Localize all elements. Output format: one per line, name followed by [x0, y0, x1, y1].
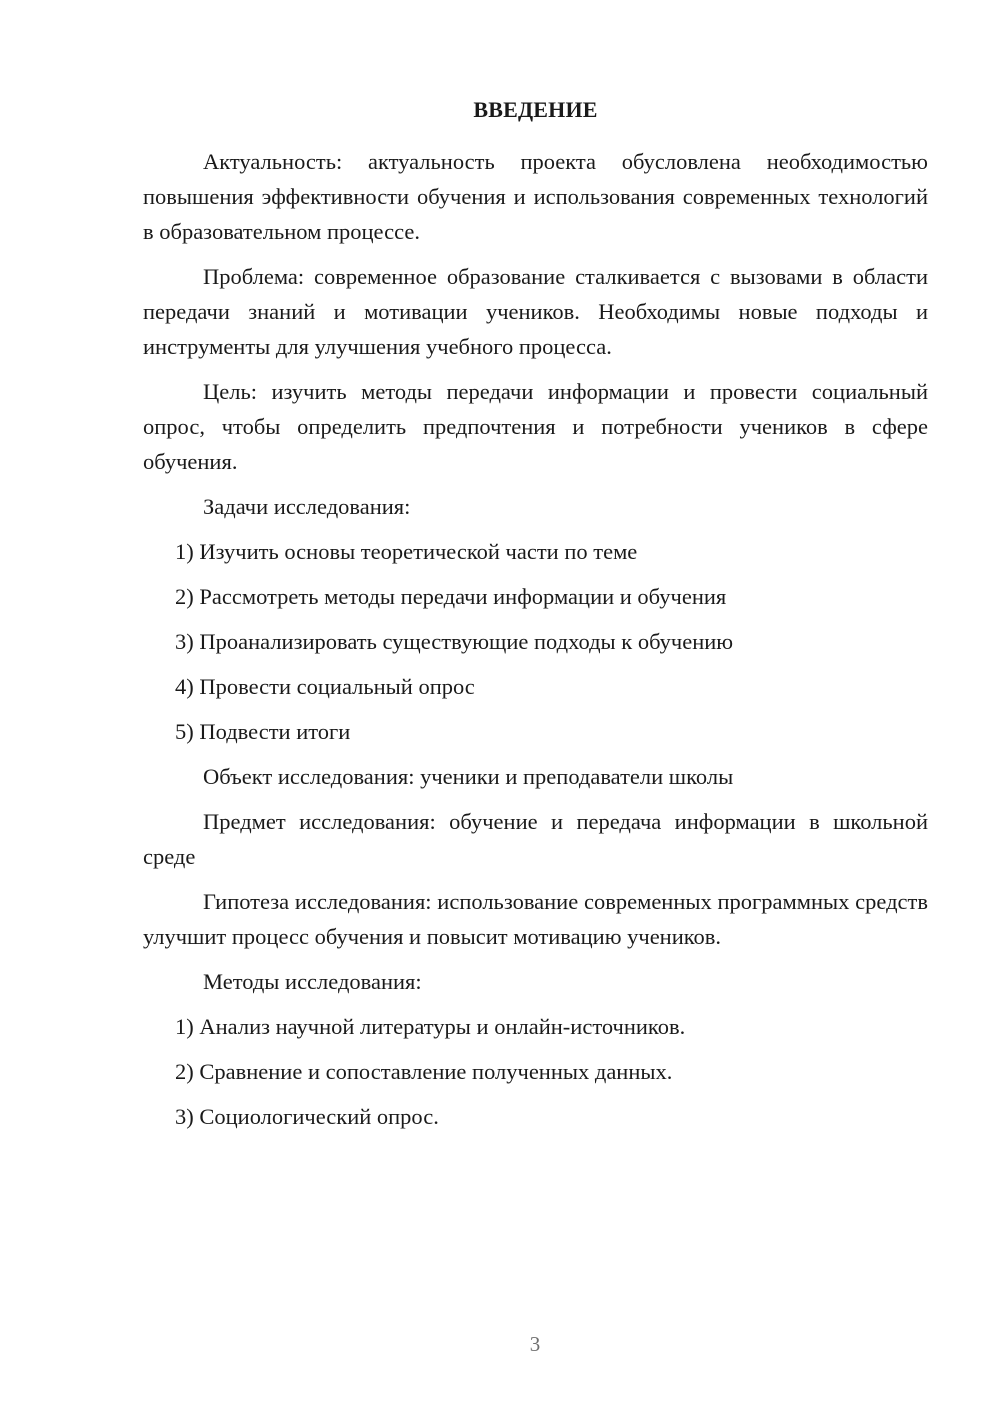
- tasks-heading: Задачи исследования:: [203, 494, 411, 519]
- relevance-paragraph: Актуальность: актуальность проекта обусловлена необходимостью повышения эффективности обучения и использования современных технологий в образовательном процессе.: [143, 149, 928, 244]
- task-item: 1) Изучить основы теоретической части по теме: [175, 539, 638, 564]
- task-item: 4) Провести социальный опрос: [175, 674, 475, 699]
- task-item: 5) Подвести итоги: [175, 719, 351, 744]
- task-item: 2) Рассмотреть методы передачи информации и обучения: [175, 584, 727, 609]
- methods-list: [143, 1009, 928, 1134]
- subject-paragraph: Предмет исследования: обучение и передача информации в школьной среде: [143, 809, 928, 869]
- methods-heading: Методы исследования:: [203, 969, 422, 994]
- method-item: 1) Анализ научной литературы и онлайн-источников.: [175, 1014, 686, 1039]
- page-title: ВВЕДЕНИЕ: [473, 97, 598, 122]
- page-number: 3: [529, 1332, 541, 1356]
- object-paragraph: Объект исследования: ученики и преподаватели школы: [203, 764, 734, 789]
- problem-paragraph: Проблема: современное образование сталкивается с вызовами в области передачи знаний и мотивации учеников. Необходимы новые подходы и инструменты для улучшения учебного процесса.: [143, 264, 928, 359]
- task-item: 3) Проанализировать существующие подходы к обучению: [175, 629, 734, 654]
- method-item: 2) Сравнение и сопоставление полученных данных.: [175, 1059, 673, 1084]
- goal-paragraph: Цель: изучить методы передачи информации и провести социальный опрос, чтобы определить предпочтения и потребности учеников в сфере обучения.: [143, 379, 928, 474]
- page-content: [143, 95, 928, 1144]
- tasks-list: [143, 534, 928, 749]
- method-item: 3) Социологический опрос.: [175, 1104, 439, 1129]
- hypothesis-paragraph: Гипотеза исследования: использование современных программных средств улучшит процесс обучения и повысит мотивацию учеников.: [143, 889, 928, 949]
